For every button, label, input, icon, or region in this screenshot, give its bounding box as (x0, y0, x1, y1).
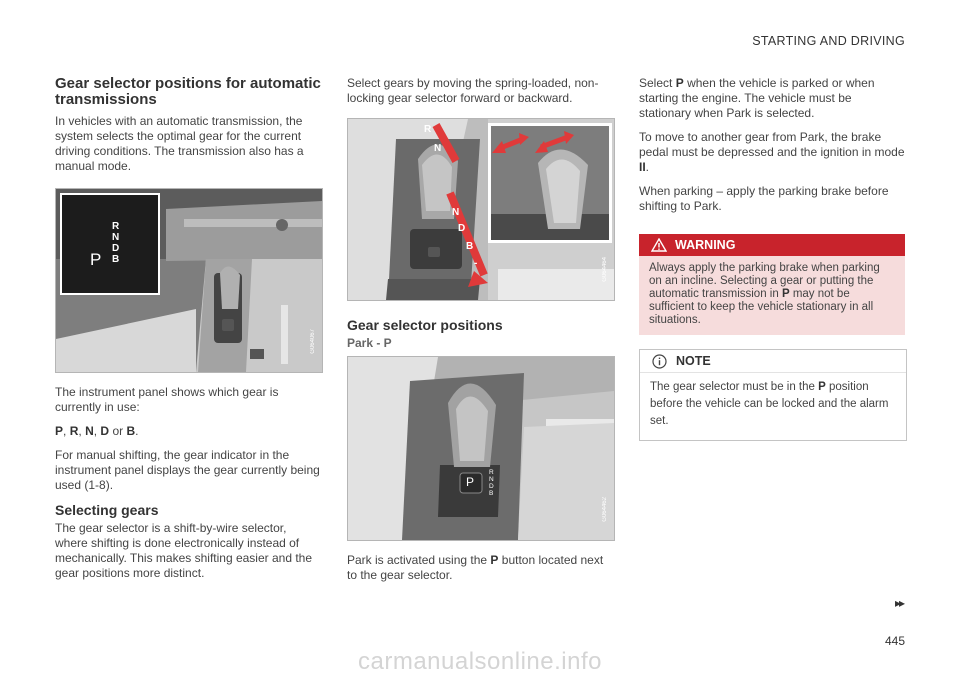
image-code: G064462 (602, 497, 608, 522)
column-2 (347, 76, 613, 592)
positions-heading: Gear selector positions (347, 317, 503, 333)
movement-label-n-top: N (434, 143, 442, 154)
manual-paragraph: For manual shifting, the gear indicator in the instrument panel displays the gear currently being used (1-8). (55, 448, 320, 492)
gear-selector-movement-photo (347, 118, 615, 301)
note-text: The gear selector must be in the P position before the vehicle can be locked and the alarm set. (650, 381, 889, 427)
info-icon (652, 354, 667, 369)
column-1 (55, 76, 321, 590)
column-3 (639, 76, 905, 441)
note-box (639, 349, 907, 441)
intro-paragraph: In vehicles with an automatic transmission, the system selects the optimal gear for the current driving conditions. The transmission also has a manual mode. (55, 114, 304, 173)
park-button-photo (347, 356, 615, 541)
gear-display-inset (60, 193, 160, 295)
movement-label-r: R (424, 124, 432, 135)
park-paragraph: Park is activated using the P button located next to the gear selector. (347, 553, 604, 582)
image-code: G064067 (310, 329, 316, 354)
display-selected-gear: P (90, 250, 102, 269)
watermark: carmanualsonline.info (358, 648, 602, 675)
note-header (640, 350, 906, 373)
selecting-paragraph: The gear selector is a shift-by-wire selector, where shifting is done electronically instead of mechanically. This makes shifting easier and the gear positions more distinct. (55, 521, 313, 580)
gear-list: P, R, N, D or B. (55, 424, 139, 438)
move-from-park-paragraph: To move to another gear from Park, the brake pedal must be depressed and the ignition in mode II. (639, 130, 905, 174)
park-heading: Park - P (347, 336, 392, 350)
select-park-paragraph: Select P when the vehicle is parked or when starting the engine. The vehicle must be stationary when Park is selected. (639, 76, 875, 120)
section-header: STARTING AND DRIVING (752, 34, 905, 48)
movement-label-b: B (466, 241, 474, 252)
selecting-gears-heading: Selecting gears (55, 502, 159, 518)
warning-title: WARNING (675, 238, 736, 252)
warning-box (639, 234, 905, 335)
intro-paragraph-2: Select gears by moving the spring-loaded, non-locking gear selector forward or backward. (347, 76, 599, 105)
park-button-label: P (466, 475, 475, 489)
parking-paragraph: When parking – apply the parking brake before shifting to Park. (639, 184, 889, 213)
instrument-panel-photo (55, 188, 323, 373)
movement-label-minus: - (474, 258, 478, 269)
movement-label-d: D (458, 223, 466, 234)
display-gear-list: R N D B (112, 221, 120, 265)
continue-arrow-icon: ▸▸ (894, 596, 903, 610)
panel-paragraph: The instrument panel shows which gear is currently in use: (55, 385, 279, 414)
warning-triangle-icon (651, 238, 667, 252)
page-number: 445 (884, 634, 905, 648)
warning-header (639, 234, 905, 256)
movement-label-n-bottom: N (452, 207, 460, 218)
gate-letters: R N D B (489, 469, 494, 497)
image-code: G064464 (602, 257, 608, 282)
page-title: Gear selector positions for automatic transmissions (55, 75, 321, 108)
warning-text: Always apply the parking brake when parking on an incline. Selecting a gear or putting the automatic transmission in P may not be sufficient to keep the vehicle stationary in all situations. (649, 262, 880, 326)
note-title: NOTE (676, 354, 711, 368)
